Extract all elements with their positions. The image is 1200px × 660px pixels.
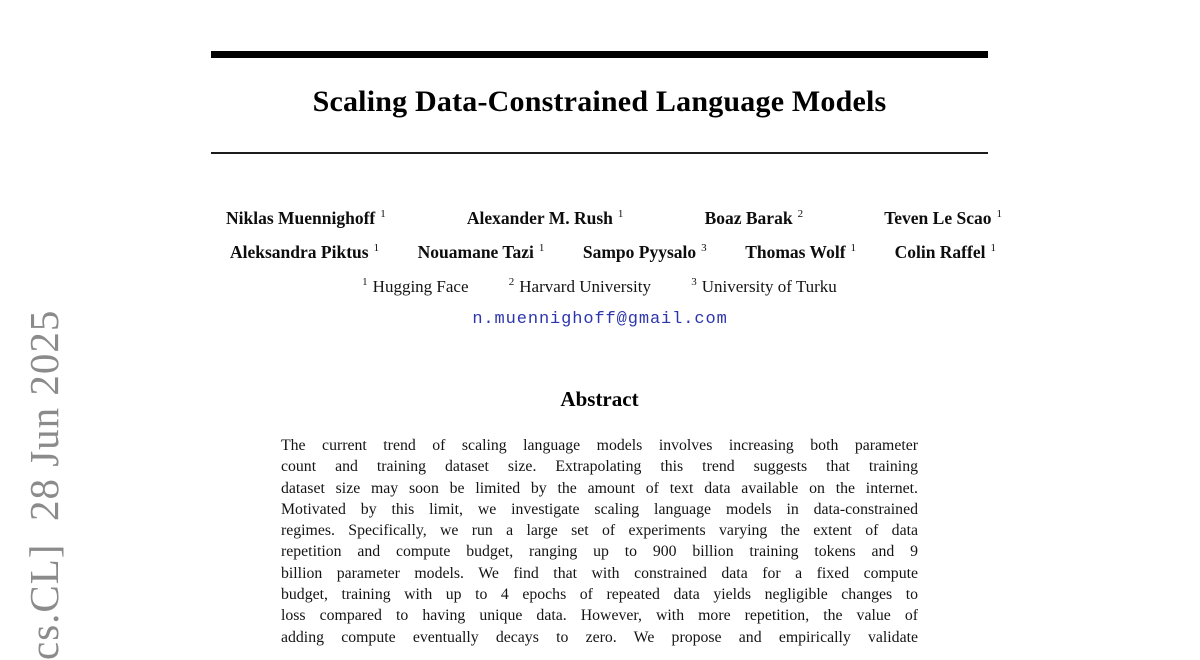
abstract-line: The current trend of scaling language models involves increasing both parameter	[281, 437, 918, 454]
author-thomas-wolf	[745, 242, 856, 263]
author-name: Nouamane Tazi	[417, 242, 534, 262]
author-affiliation-sup: 1	[990, 242, 996, 255]
title-rule-top	[211, 51, 988, 58]
abstract-line: repetition and compute budget, ranging up to 900 billion training tokens and 9	[281, 543, 918, 561]
affiliation-sup: 3	[691, 276, 697, 289]
affiliation-sup: 2	[508, 276, 515, 289]
paper-title: Scaling Data-Constrained Language Models	[312, 85, 887, 118]
abstract-line: regimes. Specifically, we run a large set of experiments varying the extent of data	[281, 522, 918, 540]
author-affiliation-sup: 1	[996, 208, 1002, 221]
author-name: Boaz Barak	[704, 208, 793, 228]
author-name: Niklas Muennighoff	[226, 208, 376, 228]
author-affiliation-sup: 1	[373, 242, 380, 255]
abstract-line: Motivated by this limit, we investigate scaling language models in data-constrained	[281, 500, 918, 518]
author-niklas-muennighoff	[226, 208, 386, 229]
affiliation-hugging-face	[362, 277, 468, 296]
contact-email-row	[0, 310, 1200, 329]
author-affiliation-sup: 1	[617, 208, 624, 221]
abstract-line: dataset size may soon be limited by the amount of text data available on the internet.	[281, 479, 918, 497]
affiliation-sup: 1	[362, 276, 368, 289]
affiliation-name: University of Turku	[701, 277, 837, 296]
affiliation-harvard-university	[509, 277, 651, 296]
authors-row-2	[230, 242, 996, 263]
author-colin-raffel	[895, 242, 996, 263]
author-affiliation-sup: 1	[538, 242, 545, 255]
author-nouamane-tazi	[418, 242, 545, 263]
email-link[interactable]: n.muennighoff@gmail.com	[472, 310, 728, 329]
author-name: Colin Raffel	[894, 242, 986, 262]
author-boaz-barak	[705, 208, 804, 229]
author-name: Teven Le Scao	[884, 208, 992, 228]
arxiv-sidebar-watermark: cs.CL] 28 Jun 2025	[21, 309, 67, 660]
abstract-line: loss compared to having unique data. However, with more repetition, the value of	[281, 607, 918, 625]
authors-row-1	[226, 208, 1002, 229]
author-name: Aleksandra Piktus	[230, 242, 369, 262]
author-alexander-m-rush	[467, 208, 624, 229]
author-name: Thomas Wolf	[745, 242, 846, 262]
author-teven-le-scao	[884, 208, 1002, 229]
author-sampo-pyysalo	[583, 242, 707, 263]
affiliation-university-of-turku	[691, 277, 837, 296]
affiliation-name: Hugging Face	[372, 277, 469, 296]
author-affiliation-sup: 1	[850, 242, 857, 255]
abstract-line: billion parameter models. We find that with constrained data for a fixed compute	[281, 564, 918, 582]
abstract-paragraph	[281, 435, 918, 648]
abstract-line: adding compute eventually decays to zero. We propose and empirically validate	[281, 628, 918, 646]
affiliations-line	[211, 277, 988, 297]
abstract-line: budget, training with up to 4 epochs of repeated data yields negligible changes to	[281, 586, 918, 604]
author-aleksandra-piktus	[230, 242, 379, 263]
author-affiliation-sup: 3	[701, 242, 707, 255]
author-affiliation-sup: 2	[797, 208, 804, 221]
author-affiliation-sup: 1	[380, 208, 386, 221]
abstract-line: count and training dataset size. Extrapolating this trend suggests that training	[281, 458, 918, 476]
title-rule-bottom	[211, 152, 988, 154]
abstract-heading: Abstract	[560, 387, 639, 411]
author-name: Alexander M. Rush	[466, 208, 613, 228]
author-name: Sampo Pyysalo	[582, 242, 697, 262]
affiliation-name: Harvard University	[519, 277, 651, 296]
